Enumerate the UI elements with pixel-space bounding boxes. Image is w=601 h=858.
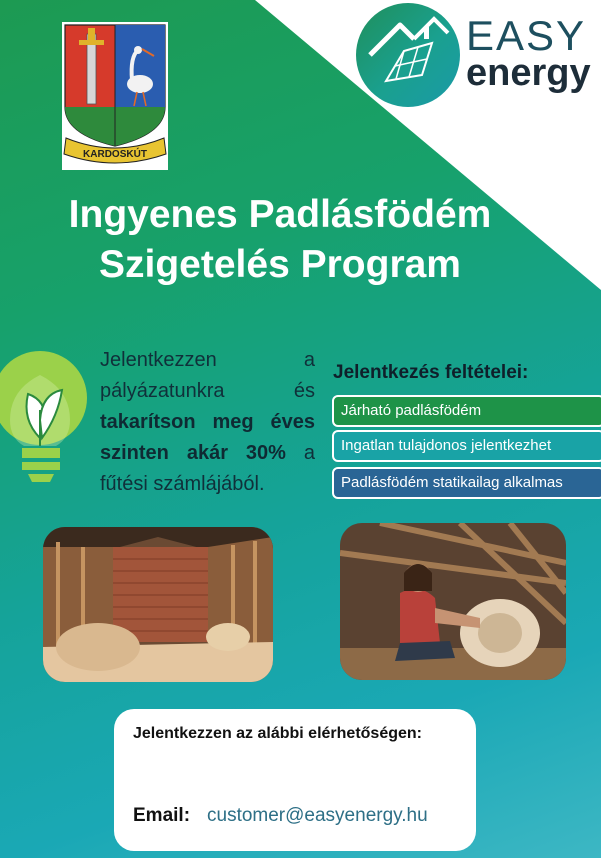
worker-installing-insulation-photo bbox=[340, 523, 566, 680]
coat-banner-text: KARDOSKÚT bbox=[83, 149, 147, 160]
intro-text-2: a fűtési számlájából. bbox=[100, 442, 315, 495]
intro-bold-text: takarítson meg éves szinten akár 30% bbox=[100, 411, 315, 464]
condition-item: Járható padlásfödém bbox=[332, 395, 601, 427]
email-label: Email: bbox=[133, 805, 191, 826]
intro-text-1: Jelentkezzen a pályázatunkra és bbox=[100, 349, 315, 402]
coat-of-arms bbox=[62, 22, 168, 170]
easy-energy-logo-mark bbox=[356, 3, 460, 107]
page-title-line-1: Ingyenes Padlásfödém bbox=[68, 193, 492, 236]
contact-heading: Jelentkezzen az alábbi elérhetőségen: bbox=[133, 725, 422, 742]
condition-item: Ingatlan tulajdonos jelentkezhet bbox=[332, 430, 601, 462]
eco-lightbulb-icon bbox=[0, 350, 95, 485]
contact-box bbox=[114, 709, 476, 851]
attic-insulation-photo bbox=[43, 527, 273, 682]
conditions-title: Jelentkezés feltételei: bbox=[333, 362, 529, 383]
logo-word-energy: energy bbox=[466, 52, 591, 94]
intro-paragraph bbox=[100, 345, 315, 500]
condition-item: Padlásfödém statikailag alkalmas bbox=[332, 467, 601, 499]
logo-word-easy: EASY bbox=[466, 12, 587, 59]
page-title-line-2: Szigetelés Program bbox=[99, 243, 461, 286]
email-link[interactable]: customer@easyenergy.hu bbox=[207, 805, 428, 826]
